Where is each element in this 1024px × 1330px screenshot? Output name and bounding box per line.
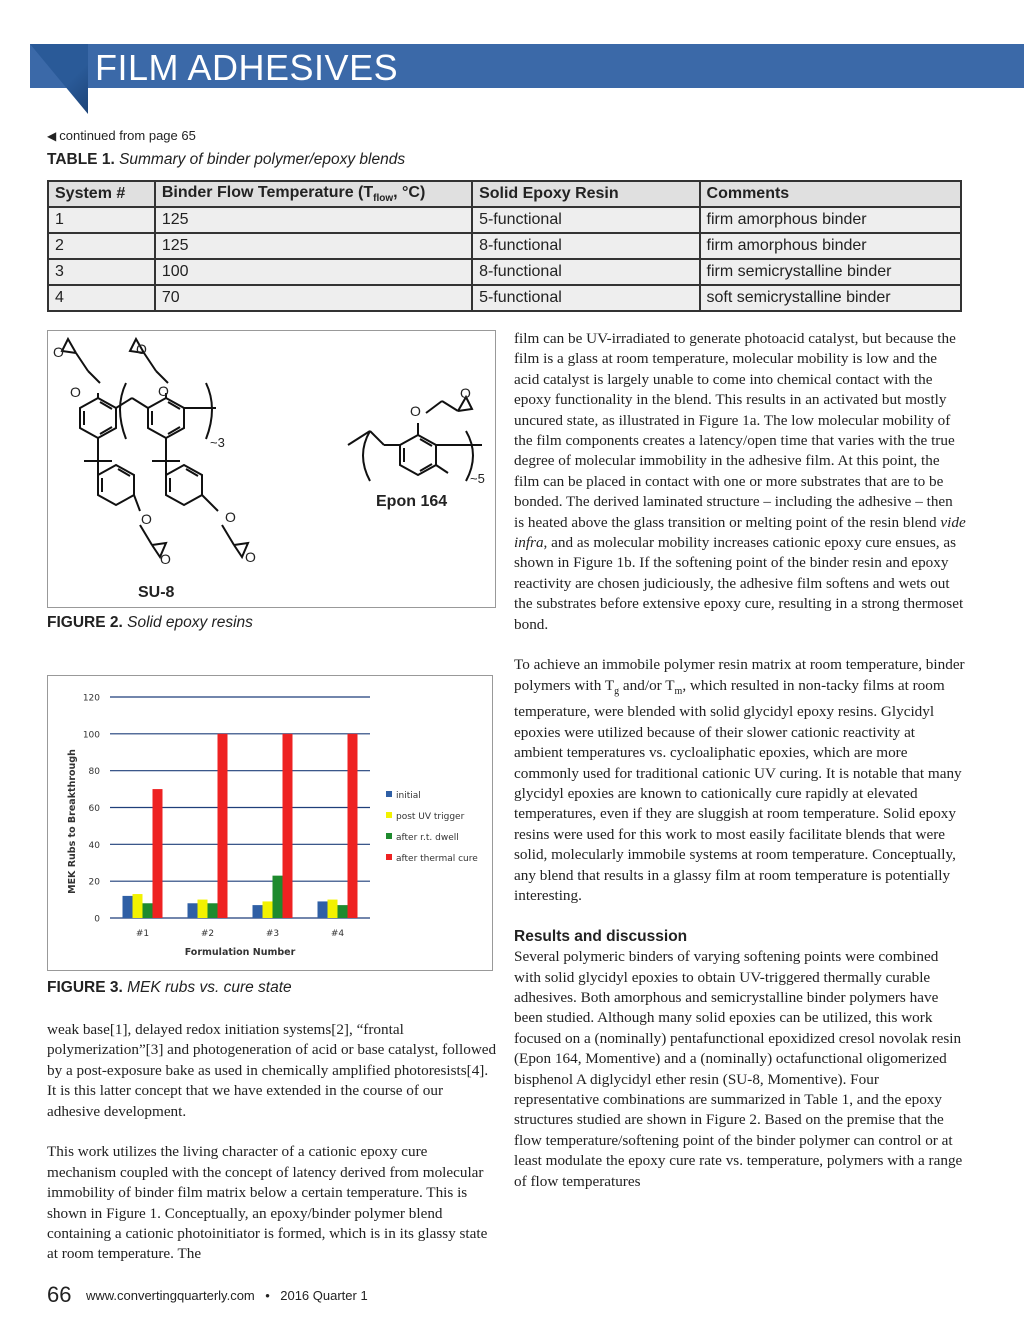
cell-resin: 5-functional: [472, 285, 699, 311]
bar: [133, 894, 143, 918]
table-row: [48, 233, 961, 259]
page-footer: [47, 1282, 368, 1308]
cell-comment: firm amorphous binder: [700, 233, 961, 259]
left-column-text: [47, 1020, 497, 1265]
legend-label: post UV trigger: [396, 812, 465, 822]
bar: [338, 905, 348, 918]
table1-caption: TABLE 1. Summary of binder polymer/epoxy blends: [47, 151, 406, 168]
atom-o-label: O: [410, 403, 421, 419]
left-arrow-icon: ◀: [47, 129, 57, 143]
y-tick-label: 80: [88, 767, 100, 778]
x-tick-label: #2: [200, 929, 215, 939]
epon-repeat-label: ~5: [470, 471, 485, 486]
section-title: FILM ADHESIVES: [95, 47, 399, 88]
cell-resin: 5-functional: [472, 207, 699, 233]
chemical-structures-diagram: [48, 331, 497, 609]
bar: [188, 903, 198, 918]
paragraph: This work utilizes the living character of a cationic epoxy cure mechanism coupled with the concept of latency derived from molecular immobility of binder film matrix below a certain temperature. This is shown in Figure 1. Conceptually, an epoxy/binder polymer blend containing a cationic photoinitiator is formed, which is in its glassy state at room temperature. The: [47, 1143, 488, 1263]
table-row: [48, 259, 961, 285]
bar: [273, 876, 283, 918]
atom-o-label: O: [160, 551, 171, 567]
footer-site: www.convertingquarterly.com: [85, 1287, 255, 1303]
table1: [47, 180, 962, 312]
bar: [328, 900, 338, 918]
bar: [283, 734, 293, 918]
legend-swatch: [386, 791, 392, 797]
paragraph: weak base[1], delayed redox initiation systems[2], “frontal polymerization”[3] and photogeneration of acid or base catalyst, followed by a post-exposure bake as used in chemically amplified photoresists[4]. It is this latter concept that we have extended in the course of our adhesive development.: [47, 1021, 497, 1120]
header-system: System #: [48, 181, 155, 207]
cell-comment: firm semicrystalline binder: [700, 259, 961, 285]
atom-o-label: O: [136, 341, 147, 357]
figure3-chart-box: [47, 675, 493, 971]
figure3-caption: FIGURE 3. MEK rubs vs. cure state: [47, 979, 292, 996]
footer-issue: 2016 Quarter 1: [280, 1287, 368, 1303]
cell-system: 4: [48, 285, 155, 311]
cell-system: 3: [48, 259, 155, 285]
epon164-name-label: Epon 164: [376, 493, 448, 510]
legend-swatch: [386, 854, 392, 860]
y-tick-label: 0: [94, 914, 100, 925]
table-row: [48, 207, 961, 233]
x-tick-label: #4: [330, 929, 345, 939]
bar: [253, 905, 263, 918]
cell-comment: firm amorphous binder: [700, 207, 961, 233]
paragraph: film can be UV-irradiated to generate photoacid catalyst, but because the film is a glass at room temperature, molecular mobility is low and the acid catalyst is largely unable to come into chemical contact with the epoxy functionality in the blend. This results in an activated but mostly uncured state, as illustrated in Figure 1a. The low molecular mobility of the film components creates a latency/open time that varies with the true degree of molecular immobility in the adhesive film. At this point, the film can be placed in contact with one or more substrates that are to be bonded. The derived laminated structure – including the adhesive – then is heated above the glass transition or melting point of the resin blend vide infra, and as molecular mobility increases cationic epoxy cure ensues, as shown in Figure 1b. If the softening point of the binder resin and epoxy reactivity are chosen judiciously, the adhesive film softens and wets out the substrates before extensive epoxy cure, resulting in a strong thermoset bond.: [514, 330, 966, 633]
atom-o-label: O: [141, 511, 152, 527]
y-tick-label: 60: [88, 804, 100, 814]
bar: [348, 734, 358, 918]
cell-flow: 125: [155, 233, 472, 259]
figure2-caption: FIGURE 2. Solid epoxy resins: [47, 614, 253, 631]
su8-name-label: SU-8: [138, 584, 175, 601]
cell-resin: 8-functional: [472, 259, 699, 285]
cell-system: 1: [48, 207, 155, 233]
cell-resin: 8-functional: [472, 233, 699, 259]
atom-o-label: O: [70, 384, 81, 400]
right-column-text: [514, 329, 966, 1192]
header-resin: Solid Epoxy Resin: [472, 181, 699, 207]
su8-repeat-label: ~3: [210, 435, 225, 450]
section-heading: Results and discussion: [514, 927, 688, 945]
y-tick-label: 20: [88, 877, 100, 888]
atom-o-label: O: [53, 344, 64, 360]
y-tick-label: 100: [82, 730, 100, 741]
cell-system: 2: [48, 233, 155, 259]
continued-note: ◀ continued from page 65: [47, 128, 196, 143]
x-tick-label: #1: [135, 929, 150, 939]
atom-o-label: O: [158, 383, 169, 399]
legend-swatch: [386, 833, 392, 839]
mek-rubs-bar-chart: [48, 676, 494, 972]
bar: [143, 903, 153, 918]
bar: [153, 789, 163, 918]
legend-label: after r.t. dwell: [396, 833, 459, 843]
bar: [263, 901, 273, 918]
cell-flow: 100: [155, 259, 472, 285]
table-row: [48, 285, 961, 311]
cell-comment: soft semicrystalline binder: [700, 285, 961, 311]
cell-flow: 70: [155, 285, 472, 311]
y-axis-title: MEK Rubs to Breakthrough: [67, 749, 78, 894]
cell-flow: 125: [155, 207, 472, 233]
footer-bullet: •: [265, 1287, 270, 1303]
table-header-row: [48, 181, 961, 207]
page-number: 66: [47, 1282, 72, 1307]
bar: [198, 900, 208, 918]
legend-swatch: [386, 812, 392, 818]
paragraph: To achieve an immobile polymer resin matrix at room temperature, binder polymers with $T_g$ and/or $T_m$, which resulted in non-tacky films at room temperature, were blended with solid glycidyl epoxy resins. Glycidyl epoxies were utilized because of their slower cationic reactivity at ambient temperatures vs. cycloaliphatic epoxies, which are more commonly used for traditional cationic UV curing. It is notable that many glycidyl epoxies are known to cationically cure rapidly at elevated temperatures, even if they are sluggish at room temperature. Solid epoxy resins were used for this work to most easily facilitate blends that were solid, molecularly immobile systems at room temperature. Conceptually, any blend that results in a glassy film at room temperature is potentially interesting.: [514, 656, 965, 904]
atom-o-label: O: [225, 509, 236, 525]
header-flow-temp: Binder Flow Temperature ($T_{flow}$, °C): [155, 181, 472, 207]
legend-label: initial: [396, 791, 421, 801]
bar: [123, 896, 133, 918]
bar: [318, 901, 328, 918]
bar: [218, 734, 228, 918]
bar: [208, 903, 218, 918]
x-axis-title: Formulation Number: [184, 947, 296, 958]
header-comments: Comments: [700, 181, 961, 207]
atom-o-label: O: [460, 385, 471, 401]
x-tick-label: #3: [265, 929, 280, 939]
paragraph: Several polymeric binders of varying softening points were combined with solid glycidyl epoxies to obtain UV-triggered thermally curable adhesives. Both amorphous and semicrystalline binder polymers have been studied. Although many solid epoxies can be utilized, this work focused on a (nominally) pentafunctional epoxidized cresol novolak resin (Epon 164, Momentive) and a (nominally) octafunctional oligomerized bisphenol A diglycidyl ether resin (SU-8, Momentive). Four representative combinations are summarized in Table 1, and the epoxy structures studied are shown in Figure 2. Based on the premise that the flow temperature/softening point of the binder polymer can control or at least modulate the epoxy cure rate vs. temperature, polymers with a range of flow temperatures: [514, 948, 963, 1190]
legend-label: after thermal cure: [396, 854, 478, 864]
y-tick-label: 40: [88, 840, 100, 851]
atom-o-label: O: [245, 549, 256, 565]
figure2-box: [47, 330, 496, 608]
y-tick-label: 120: [82, 693, 100, 704]
